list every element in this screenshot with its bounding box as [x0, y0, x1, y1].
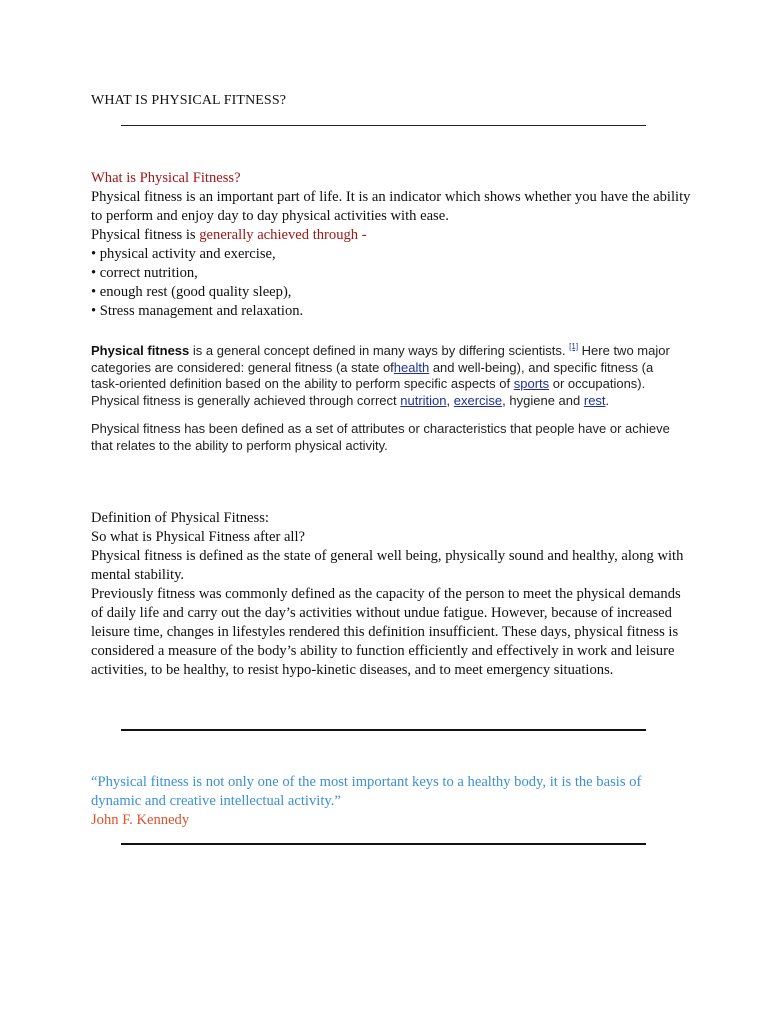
title-divider	[121, 125, 646, 126]
wiki-text: ,	[446, 392, 454, 408]
quote-text: “Physical fitness is not only one of the most important keys to a healthy body, it is the basis of dynamic and creative intellectual activity.”	[91, 774, 642, 809]
section-definition	[91, 509, 691, 680]
bullet-item: • Stress management and relaxation.	[91, 303, 304, 319]
sports-link[interactable]: sports	[513, 376, 550, 391]
wiki-excerpt	[91, 339, 681, 454]
bullet-item: • physical activity and exercise,	[91, 246, 276, 262]
wiki-text: .	[605, 392, 610, 408]
health-link[interactable]: health	[393, 359, 430, 375]
reference-link[interactable]: [1]	[569, 342, 579, 351]
definition-heading: Definition of Physical Fitness:	[91, 510, 269, 526]
wiki-text: or occupations). Physical fitness is generally achieved through correct	[91, 376, 646, 408]
definition-question: So what is Physical Fitness after all?	[91, 529, 306, 545]
definition-paragraph: Physical fitness is defined as the state of general well being, physically sound and healthy, along with mental stability.	[91, 548, 684, 583]
history-paragraph: Previously fitness was commonly defined as the capacity of the person to meet the physical demands of daily life and carry out the day’s activities without undue fatigue. However, because of increased leisure time, changes in lifestyles rendered this definition insufficient. These days, physical fitness is considered a measure of the body’s ability to function efficiently and effectively in work and leisure activities, to be healthy, to resist hypo-kinetic diseases, and to meet emergency situations.	[91, 586, 681, 678]
exercise-link[interactable]: exercise	[453, 392, 503, 408]
page-title: WHAT IS PHYSICAL FITNESS?	[91, 93, 287, 108]
section-what-is	[91, 169, 691, 321]
section-heading: What is Physical Fitness?	[91, 170, 241, 186]
bullet-item: • enough rest (good quality sleep),	[91, 284, 292, 300]
quote-top-divider	[121, 729, 646, 731]
wiki-paragraph-2: Physical fitness has been defined as a set of attributes or characteristics that people have or achieve that relates to the ability to perform physical activity.	[91, 421, 670, 453]
wiki-text: is a general concept defined in many ways by differing scientists.	[189, 343, 570, 358]
quote-bottom-divider	[121, 843, 646, 845]
bullet-item: • correct nutrition,	[91, 265, 198, 281]
nutrition-link[interactable]: nutrition	[400, 392, 447, 408]
rest-link[interactable]: rest	[583, 392, 606, 408]
wiki-paragraph	[91, 339, 681, 409]
quote-block	[91, 773, 691, 830]
wiki-text: and well-being), and specific fitness (a task-oriented definition based on the ability to perform specific aspects of	[91, 359, 654, 391]
achieved-line	[91, 226, 691, 245]
wiki-text: Here two major categories are considered: general fitness (a state of	[91, 343, 670, 375]
wiki-text: , hygiene and	[502, 392, 584, 408]
achieved-prefix: Physical fitness is	[91, 227, 200, 243]
intro-paragraph: Physical fitness is an important part of life. It is an indicator which shows whether you have the ability to perform and enjoy day to day physical activities with ease.	[91, 189, 691, 224]
achieved-highlight: generally achieved through -	[199, 227, 367, 243]
quote-author: John F. Kennedy	[91, 812, 190, 828]
wiki-bold-term: Physical fitness	[91, 343, 190, 358]
